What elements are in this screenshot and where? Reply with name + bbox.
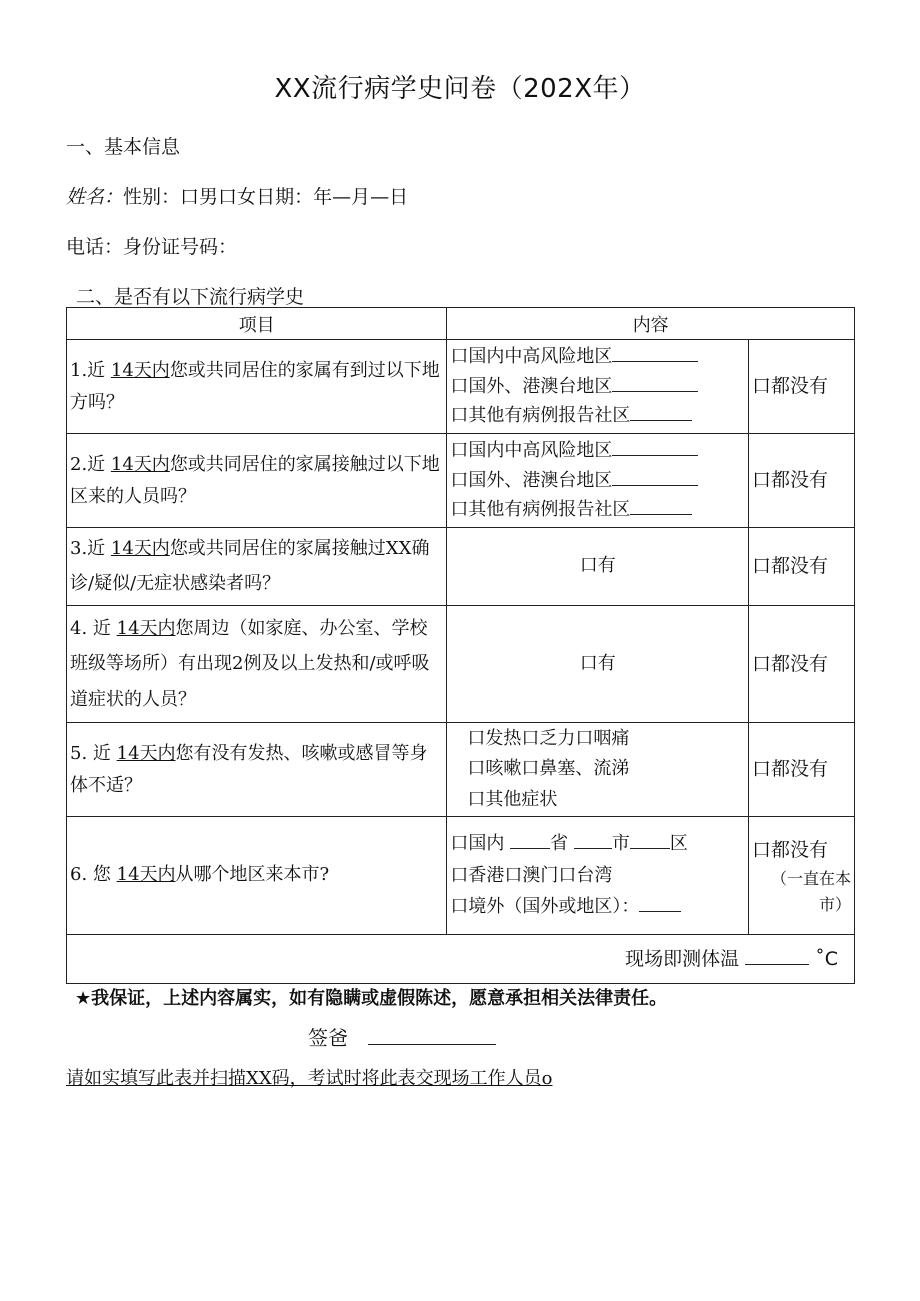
option-checkbox[interactable]: 口国内 省 市 区: [450, 833, 688, 855]
option-checkbox[interactable]: 口咳嗽口鼻塞、流涕: [467, 758, 630, 780]
table-row: [67, 723, 855, 817]
gender-female-checkbox[interactable]: 口女: [218, 186, 257, 208]
phone-id-row: [66, 232, 237, 259]
table-row: [67, 434, 855, 528]
none-checkbox-5[interactable]: 口都没有: [749, 723, 855, 817]
gender-male-checkbox[interactable]: 口男: [180, 186, 219, 208]
question-1: 1.近 14天内您或共同居住的家属有到过以下地方吗？: [67, 340, 447, 434]
date-day-label: 日: [389, 186, 409, 208]
date-label: 日期：: [256, 186, 314, 208]
date-year-label: 年: [313, 186, 333, 208]
section-basic-info-heading: 一、基本信息: [66, 136, 181, 158]
option-checkbox[interactable]: 口国内中高风险地区: [450, 342, 745, 372]
question-6: 6. 您 14天内从哪个地区来本市?: [67, 817, 447, 935]
table-row: [67, 340, 855, 434]
option-checkbox[interactable]: 口其他有病例报告社区: [450, 401, 745, 431]
date-month-label: 月: [351, 186, 371, 208]
question-3: 3.近 14天内您或共同居住的家属接触过XX确诊/疑似/无症状感染者吗？: [67, 528, 447, 606]
name-label: 姓名：: [66, 186, 124, 208]
form-title: XX流行病学史问卷（202X年）: [274, 74, 646, 104]
temperature-cell: [67, 935, 855, 984]
options-6: [447, 817, 749, 935]
temperature-label: 现场即测体温: [625, 947, 740, 970]
id-number-label: 身份证号码：: [123, 236, 238, 258]
option-checkbox[interactable]: 口境外（国外或地区）：: [450, 891, 745, 923]
option-checkbox[interactable]: 口其他有病例报告社区: [450, 495, 745, 525]
table-row: [67, 528, 855, 606]
option-checkbox[interactable]: 口香港口澳门口台湾: [450, 864, 613, 886]
none-checkbox-2[interactable]: 口都没有: [749, 434, 855, 528]
options-5: [447, 723, 749, 817]
question-2: 2.近 14天内您或共同居住的家属接触过以下地区来的人员吗？: [67, 434, 447, 528]
signature-row: [308, 1022, 496, 1051]
epi-history-table: [66, 307, 855, 984]
option-checkbox[interactable]: 口有: [447, 528, 749, 606]
gender-label: 性别：: [123, 186, 181, 208]
pledge-statement: ★我保证，上述内容属实，如有隐瞒或虚假陈述，愿意承担相关法律责任。: [75, 988, 668, 1009]
option-checkbox[interactable]: 口有: [447, 606, 749, 723]
none-cell-6: [749, 817, 855, 935]
header-content: 内容: [447, 308, 855, 340]
none-checkbox-4[interactable]: 口都没有: [749, 606, 855, 723]
option-checkbox[interactable]: 口国外、港澳台地区: [450, 372, 745, 402]
header-item: 项目: [67, 308, 447, 340]
signature-label: 签爸: [308, 1026, 348, 1050]
options-2: [447, 434, 749, 528]
options-1: [447, 340, 749, 434]
name-gender-date-row: 姓名：性别：口男口女日期：年—月—日: [66, 186, 409, 208]
question-5: 5. 近 14天内您有没有发热、咳嗽或感冒等身体不适？: [67, 723, 447, 817]
section-epi-history-heading: 二、是否有以下流行病学史: [76, 286, 305, 308]
temperature-row: [67, 935, 855, 984]
signature-field[interactable]: [368, 1028, 496, 1045]
option-checkbox[interactable]: 口发热口乏力口咽痛: [467, 727, 630, 749]
phone-label: 电话：: [66, 236, 124, 258]
none-checkbox-1[interactable]: 口都没有: [749, 340, 855, 434]
none-checkbox-3[interactable]: 口都没有: [749, 528, 855, 606]
table-row: [67, 606, 855, 723]
option-checkbox[interactable]: 口国外、港澳台地区: [450, 466, 745, 496]
option-checkbox[interactable]: 口国内中高风险地区: [450, 436, 745, 466]
temperature-unit: ˚C: [815, 947, 838, 970]
table-row: [67, 817, 855, 935]
option-checkbox[interactable]: 口其他症状: [467, 788, 558, 810]
none-checkbox-6[interactable]: 口都没有: [752, 838, 829, 861]
none-sub-note: （一直在本市）: [770, 869, 851, 914]
question-4: 4. 近 14天内您周边（如家庭、办公室、学校班级等场所）有出现2例及以上发热和/或呼吸道症状的人员？: [67, 606, 447, 723]
footer-note: 请如实填写此表并扫描XX码，考试时将此表交现场工作人员o: [66, 1068, 553, 1089]
temperature-input[interactable]: [745, 948, 809, 965]
